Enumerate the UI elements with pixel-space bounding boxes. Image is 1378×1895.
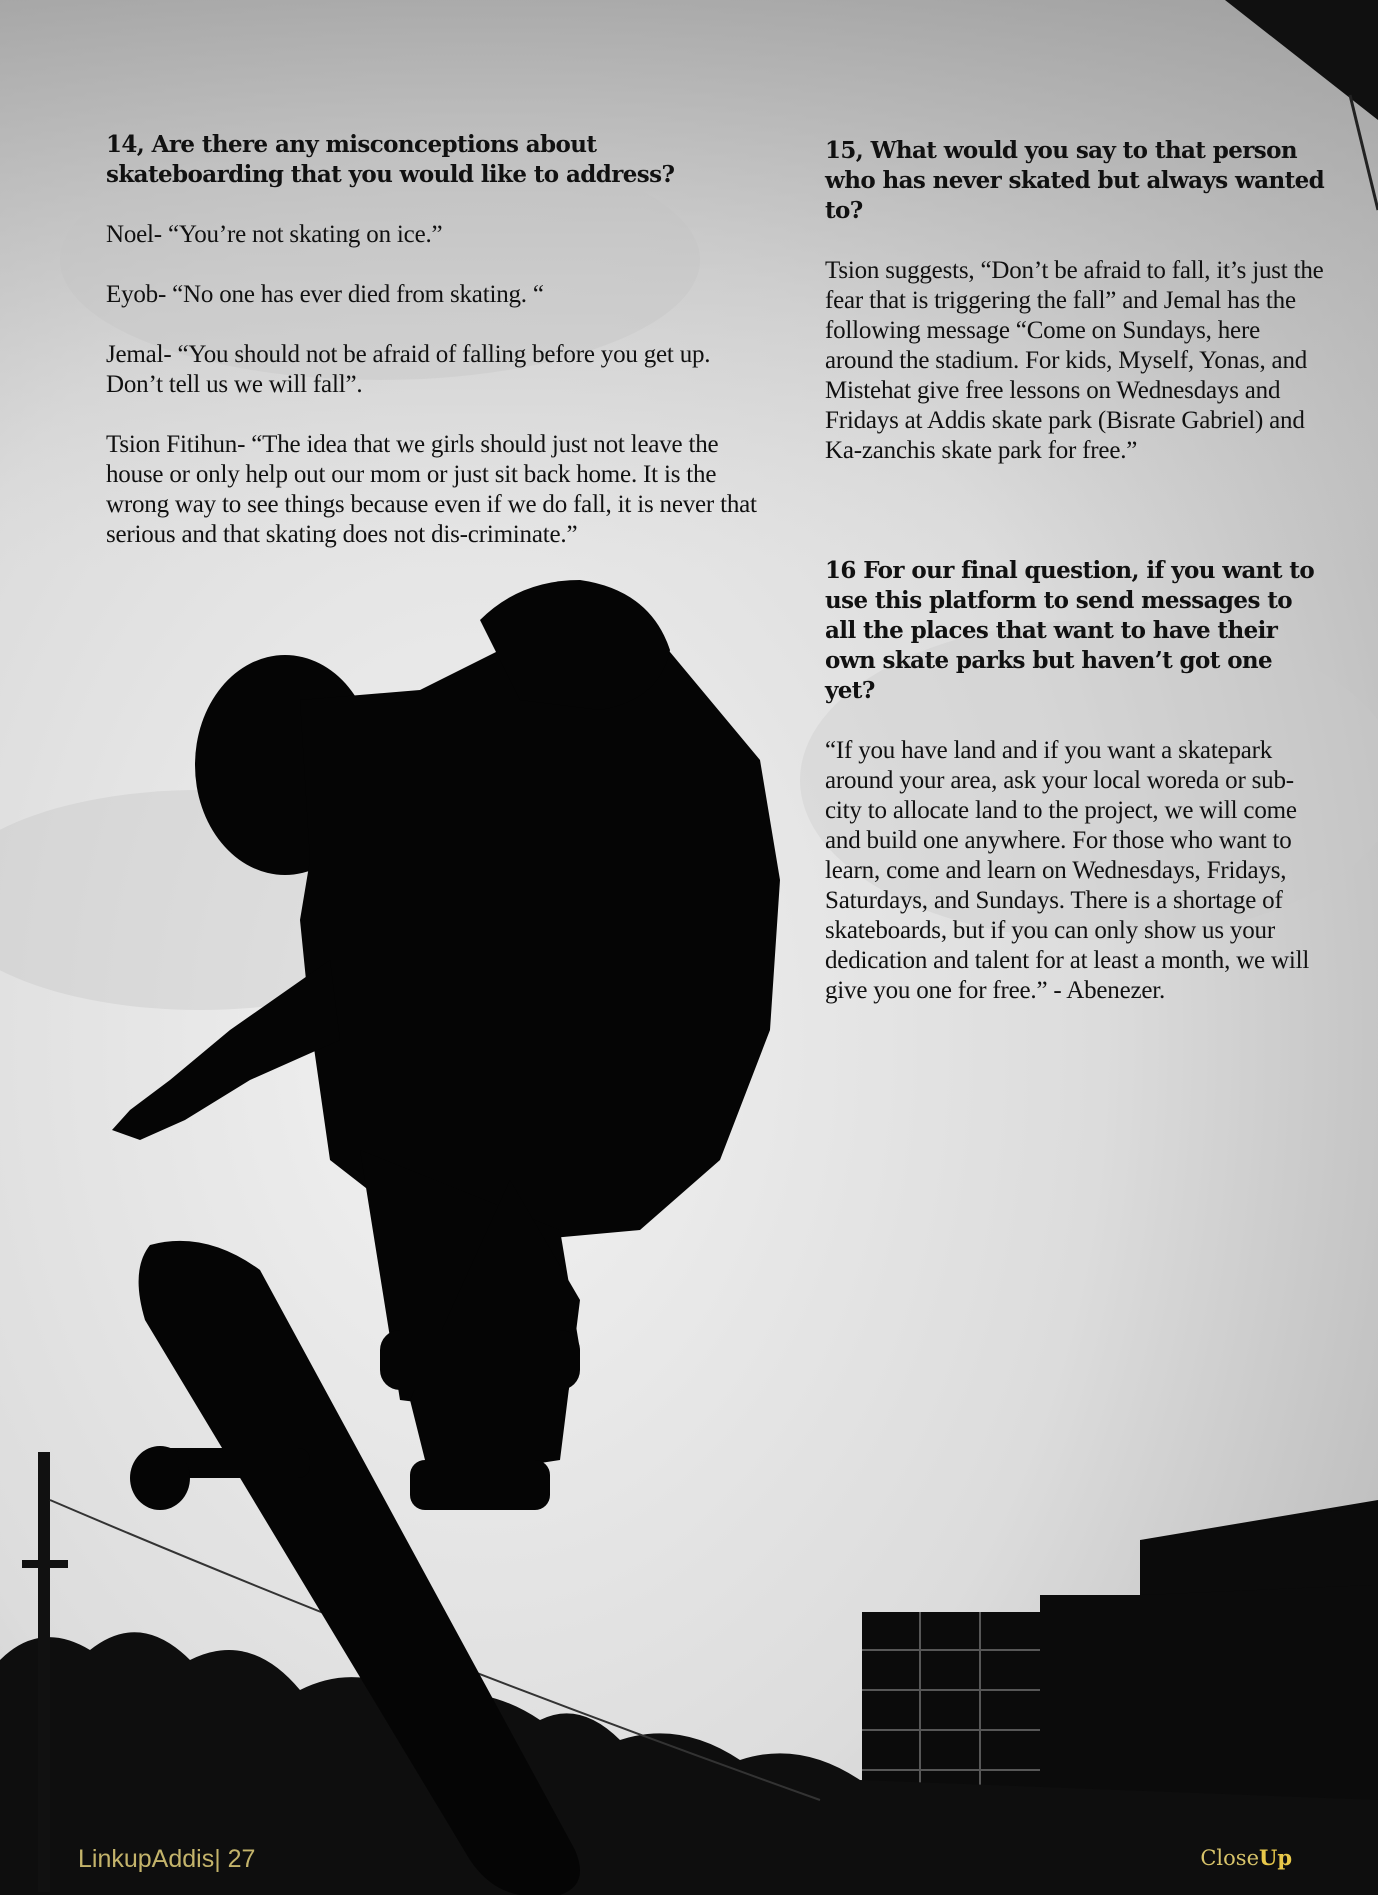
section-label-bold: Up xyxy=(1259,1845,1292,1870)
section-label-light: Close xyxy=(1200,1846,1259,1870)
question-15: 15, What would you say to that person who has never skated but always wanted to? xyxy=(825,137,1325,224)
answer-jemal: Jemal- “You should not be afraid of falling before you get up. Don’t tell us we will fall”. xyxy=(106,341,711,398)
right-column xyxy=(825,136,1325,1036)
footer-page-number: LinkupAddis| 27 xyxy=(78,1845,256,1873)
answer-noel: Noel- “You’re not skating on ice.” xyxy=(106,221,443,248)
question-14: 14, Are there any misconceptions about skateboarding that you would like to address? xyxy=(106,131,675,188)
question-16: 16 For our final question, if you want to use this platform to send messages to all the places that want to have their own skate parks but haven’t got one yet? xyxy=(825,557,1315,704)
footer-section-label xyxy=(1200,1845,1292,1870)
answer-eyob: Eyob- “No one has ever died from skating. “ xyxy=(106,281,544,308)
answer-16: “If you have land and if you want a skatepark around your area, ask your local woreda or sub-city to allocate land to the project, we will come and build one anywhere. For those who want to learn, come and learn on Wednesdays, Fridays, Saturdays, and Sundays. There is a shortage of skateboards, but if you can only show us your dedication and talent for at least a month, we will give you one for free.” - Abenezer. xyxy=(825,737,1310,1004)
answer-15: Tsion suggests, “Don’t be afraid to fall, it’s just the fear that is triggering the fall” and Jemal has the following message “Come on Sundays, here around the stadium. For kids, Myself, Yonas, and Mistehat give free lessons on Wednesdays and Fridays at Addis skate park (Bisrate Gabriel) and Ka-zanchis skate park for free.” xyxy=(825,257,1324,464)
answer-tsion: Tsion Fitihun- “The idea that we girls should just not leave the house or only help out our mom or just sit back home. It is the wrong way to see things because even if we do fall, it is never that serious and that skating does not dis-criminate.” xyxy=(106,431,757,548)
column-spacer xyxy=(825,496,1325,556)
left-column xyxy=(106,130,766,580)
